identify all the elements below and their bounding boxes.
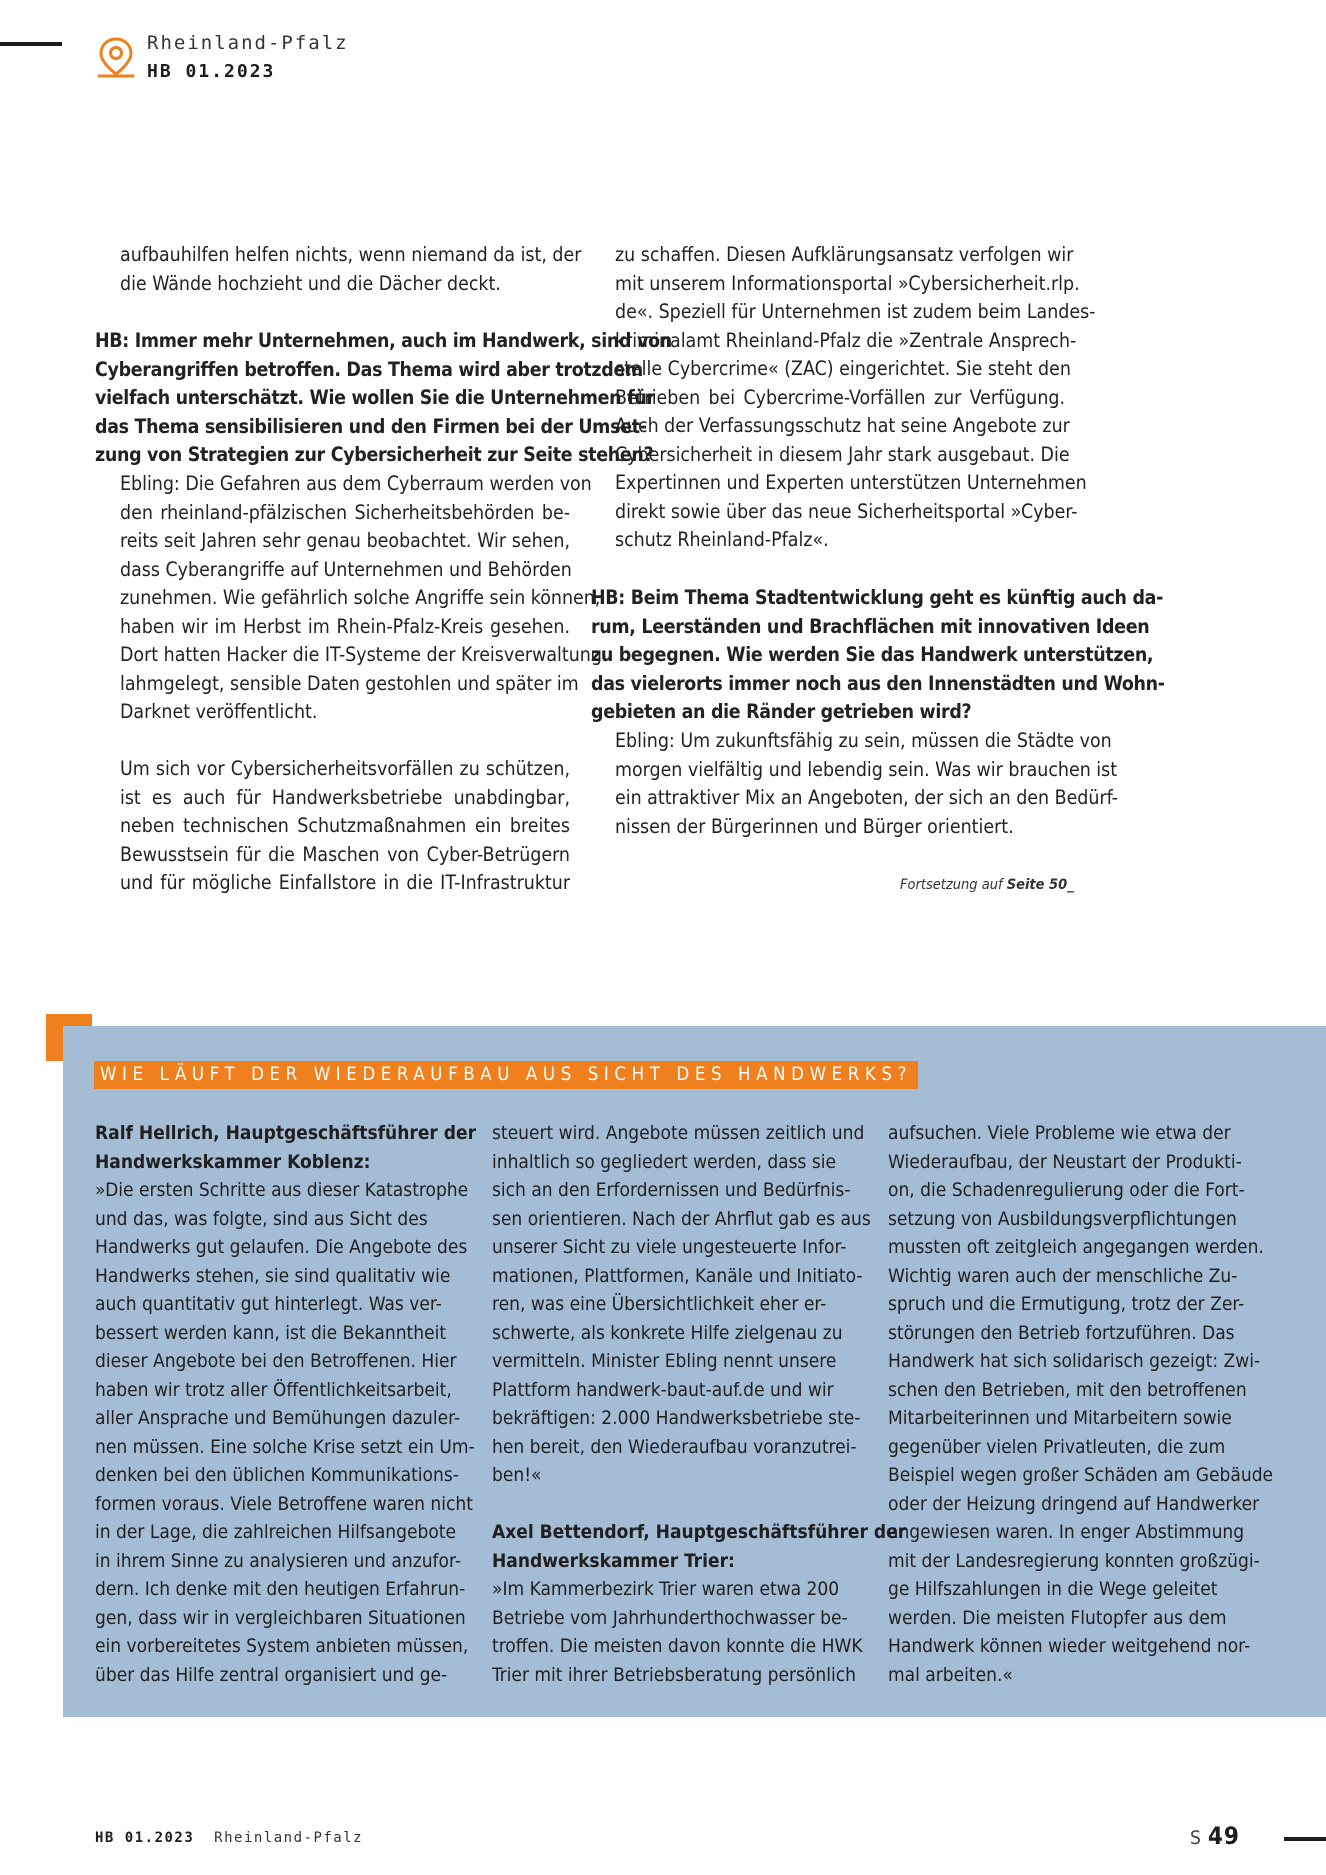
text-line: Cyberangriffen betroffen. Das Thema wird aber trotzdem xyxy=(95,357,643,381)
text-line: Betrieben bei Cybercrime-Vorfällen zur Verfügung. xyxy=(615,385,1065,409)
text-line: ren, was eine Übersichtlichkeit eher er- xyxy=(492,1293,827,1315)
text-line: Wiederaufbau, der Neustart der Produkti- xyxy=(888,1150,1242,1173)
text-line: Dort hatten Hacker die IT-Systeme der Kreisverwaltung xyxy=(120,643,602,666)
text-line: und für mögliche Einfallstore in die IT-Infrastruktur xyxy=(120,871,570,894)
page-number-value: 49 xyxy=(1207,1822,1240,1850)
text-line: spruch und die Ermutigung, trotz der Zer- xyxy=(888,1293,1245,1315)
text-line: gegenüber vielen Privatleuten, die zum xyxy=(888,1435,1226,1458)
footer-issue: HB 01.2023 xyxy=(95,1830,195,1846)
text-line: bekräftigen: 2.000 Handwerksbetriebe ste- xyxy=(492,1407,861,1429)
answer-2 xyxy=(615,727,1118,841)
text-line: nissen der Bürgerinnen und Bürger orientiert. xyxy=(615,814,1014,838)
text-line: Beispiel wegen großer Schäden am Gebäude xyxy=(888,1464,1274,1486)
text-line: Auch der Verfassungsschutz hat seine Angebote zur xyxy=(615,414,1070,437)
text-line: ein attraktiver Mix an Angeboten, der sich an den Bedürf- xyxy=(615,786,1118,809)
box-column-3 xyxy=(888,1119,1274,1689)
spacer xyxy=(492,1490,862,1519)
text-line: vielfach unterschätzt. Wie wollen Sie die Unternehmen für xyxy=(95,386,655,409)
text-line: nen müssen. Eine solche Krise setzt ein Um- xyxy=(95,1435,475,1458)
text-line: in ihrem Sinne zu analysieren und anzufor- xyxy=(95,1549,461,1572)
text-line: schutz Rheinland-Pfalz«. xyxy=(615,528,829,551)
text-line: zung von Strategien zur Cybersicherheit zur Seite stehen? xyxy=(95,443,654,466)
text-line: troffen. Die meisten davon konnte die HWK xyxy=(492,1635,863,1657)
text-line: direkt sowie über das neue Sicherheitsportal »Cyber- xyxy=(615,499,1078,523)
text-line: Um sich vor Cybersicherheitsvorfällen zu schützen, xyxy=(120,757,570,780)
text-line: störungen den Betrieb fortzuführen. Das xyxy=(888,1321,1235,1344)
text-line: Ebling: Um zukunftsfähig zu sein, müssen die Städte von xyxy=(615,729,1112,752)
header-rule xyxy=(0,42,62,46)
text-line: Ralf Hellrich, Hauptgeschäftsführer der xyxy=(95,1122,477,1144)
text-line: in der Lage, die zahlreichen Hilfsangebote xyxy=(95,1521,457,1543)
text-line: de«. Speziell für Unternehmen ist zudem beim Landes- xyxy=(615,300,1096,323)
text-line: »Im Kammerbezirk Trier waren etwa 200 xyxy=(492,1578,840,1600)
left-col-top xyxy=(120,241,582,298)
text-line: zunehmen. Wie gefährlich solche Angriffe sein können, xyxy=(120,586,601,609)
text-line: auch quantitativ gut hinterlegt. Was ver- xyxy=(95,1293,442,1315)
text-line: gebieten an die Ränder getrieben wird? xyxy=(591,700,972,723)
text-line: gen, dass wir in vergleichbaren Situationen xyxy=(95,1606,466,1629)
text-line: Handwerks stehen, sie sind qualitativ wie xyxy=(95,1264,451,1287)
quote-hellrich-end xyxy=(492,1119,871,1490)
text-line: angewiesen waren. In enger Abstimmung xyxy=(888,1521,1245,1543)
text-line: schwerte, als konkrete Hilfe zielgenau zu xyxy=(492,1321,843,1344)
quote-hellrich xyxy=(95,1176,475,1689)
text-line: Wichtig waren auch der menschliche Zu- xyxy=(888,1264,1238,1287)
text-line: stelle Cybercrime« (ZAC) eingerichtet. Sie steht den xyxy=(615,357,1071,380)
text-line: die Wände hochzieht und die Dächer deckt. xyxy=(120,271,501,295)
text-line: den rheinland-pfälzischen Sicherheitsbehörden be- xyxy=(120,500,570,524)
text-line: dern. Ich denke mit den heutigen Erfahrun- xyxy=(95,1578,466,1600)
continuation-page[interactable]: Seite 50_ xyxy=(1006,877,1074,893)
text-line: vermitteln. Minister Ebling nennt unsere xyxy=(492,1350,837,1372)
text-line: aufsuchen. Viele Probleme wie etwa der xyxy=(888,1122,1231,1144)
text-line: hen bereit, den Wiederaufbau voranzutrei- xyxy=(492,1435,857,1458)
text-line: und das, was folgte, sind aus Sicht des xyxy=(95,1207,428,1230)
text-line: Axel Bettendorf, Hauptgeschäftsführer der xyxy=(492,1521,907,1543)
text-line: Plattform handwerk-baut-auf.de und wir xyxy=(492,1378,834,1401)
quote-bettendorf xyxy=(492,1575,862,1689)
box-column-2 xyxy=(492,1119,907,1689)
quote-bettendorf-end xyxy=(888,1119,1274,1689)
text-line: aufbauhilfen helfen nichts, wenn niemand da ist, der xyxy=(120,243,582,266)
text-line: mit der Landesregierung konnten großzügi- xyxy=(888,1549,1260,1572)
text-line: Mitarbeiterinnen und Mitarbeitern sowie xyxy=(888,1407,1232,1429)
text-line: Handwerkskammer Koblenz: xyxy=(95,1150,371,1173)
text-line: on, die Schadenregulierung oder die Fort- xyxy=(888,1179,1245,1201)
text-line: neben technischen Schutzmaßnahmen ein breites xyxy=(120,814,570,837)
text-line: Handwerkskammer Trier: xyxy=(492,1549,735,1572)
text-line: Handwerk hat sich solidarisch gezeigt: Zwi- xyxy=(888,1350,1261,1372)
text-line: formen voraus. Viele Betroffene waren nicht xyxy=(95,1492,473,1515)
text-line: dieser Angebote bei den Betroffenen. Hier xyxy=(95,1350,457,1372)
header-region: Rheinland-Pfalz xyxy=(147,32,349,54)
text-line: sen orientieren. Nach der Ahrflut gab es aus xyxy=(492,1207,871,1230)
footer-region: Rheinland-Pfalz xyxy=(214,1830,364,1846)
text-line: Expertinnen und Experten unterstützen Unternehmen xyxy=(615,471,1087,494)
text-line: ein vorbereitetes System anbieten müssen, xyxy=(95,1635,469,1657)
footer-rule xyxy=(1284,1837,1326,1841)
text-line: Trier mit ihrer Betriebsberatung persönlich xyxy=(492,1663,856,1686)
location-pin-icon xyxy=(95,36,137,82)
text-line: zu begegnen. Wie werden Sie das Handwerk unterstützen, xyxy=(591,643,1154,666)
text-line: haben wir trotz aller Öffentlichkeitsarbeit, xyxy=(95,1378,452,1401)
text-line: lahmgelegt, sensible Daten gestohlen und später im xyxy=(120,671,579,695)
text-line: das vielerorts immer noch aus den Innenstädten und Wohn- xyxy=(591,671,1165,695)
footer-left xyxy=(95,1830,363,1846)
text-line: HB: Immer mehr Unternehmen, auch im Handwerk, sind von xyxy=(95,329,672,352)
text-line: Darknet veröffentlicht. xyxy=(120,700,318,723)
question-2 xyxy=(591,584,1165,727)
text-line: Betriebe vom Jahrhunderthochwasser be- xyxy=(492,1606,848,1629)
text-line: Bewusstsein für die Maschen von Cyber-Betrügern xyxy=(120,842,570,866)
box-heading: WIE LÄUFT DER WIEDERAUFBAU AUS SICHT DES HANDWERKS? xyxy=(94,1061,918,1089)
text-line: über das Hilfe zentral organisiert und ge- xyxy=(95,1663,448,1686)
text-line: HB: Beim Thema Stadtentwicklung geht es künftig auch da- xyxy=(591,586,1164,609)
text-line: mussten oft zeitgleich angegangen werden. xyxy=(888,1236,1264,1258)
text-line: »Die ersten Schritte aus dieser Katastrophe xyxy=(95,1179,469,1201)
text-line: bessert werden kann, ist die Bekanntheit xyxy=(95,1321,447,1344)
text-line: morgen vielfältig und lebendig sein. Was wir brauchen ist xyxy=(615,757,1118,781)
text-line: sich an den Erfordernissen und Bedürfnis- xyxy=(492,1179,851,1201)
text-line: rum, Leerständen und Brachflächen mit innovativen Ideen xyxy=(591,614,1150,638)
text-line: werden. Die meisten Flutopfer aus dem xyxy=(888,1606,1227,1629)
text-line: dass Cyberangriffe auf Unternehmen und Behörden xyxy=(120,557,572,581)
text-line: mit unserem Informationsportal »Cybersicherheit.rlp. xyxy=(615,271,1080,295)
page-prefix: S xyxy=(1190,1827,1202,1849)
text-line: Handwerks gut gelaufen. Die Angebote des xyxy=(95,1236,468,1258)
question-1 xyxy=(95,327,672,470)
text-line: Ebling: Die Gefahren aus dem Cyberraum werden von xyxy=(120,472,592,495)
text-line: aller Ansprache und Bemühungen dazuler- xyxy=(95,1407,461,1429)
box-column-1 xyxy=(95,1119,477,1689)
text-line: setzung von Ausbildungsverpflichtungen xyxy=(888,1207,1237,1230)
continuation-note[interactable] xyxy=(900,877,1074,893)
page-number xyxy=(1190,1822,1240,1850)
speaker-hellrich xyxy=(95,1119,477,1176)
text-line: ist es auch für Handwerksbetriebe unabdingbar, xyxy=(120,785,570,809)
text-line: unserer Sicht zu viele ungesteuerte Infor- xyxy=(492,1236,847,1258)
text-line: haben wir im Herbst im Rhein-Pfalz-Kreis gesehen. xyxy=(120,614,570,638)
text-line: zu schaffen. Diesen Aufklärungsansatz verfolgen wir xyxy=(615,243,1074,266)
text-line: Handwerk können wieder weitgehend nor- xyxy=(888,1635,1251,1657)
answer-1 xyxy=(120,470,602,727)
right-col-top xyxy=(615,241,1096,555)
text-line: mal arbeiten.« xyxy=(888,1663,1013,1686)
text-line: Cybersicherheit in diesem Jahr stark ausgebaut. Die xyxy=(615,442,1070,466)
speaker-bettendorf xyxy=(492,1518,907,1575)
text-line: ben!« xyxy=(492,1464,542,1486)
text-line: mationen, Plattformen, Kanäle und Initiato- xyxy=(492,1264,863,1287)
text-line: schen den Betrieben, mit den betroffenen xyxy=(888,1378,1247,1401)
text-line: steuert wird. Angebote müssen zeitlich und xyxy=(492,1122,865,1144)
continuation-prefix: Fortsetzung auf xyxy=(900,877,1007,893)
text-line: oder der Heizung dringend auf Handwerker xyxy=(888,1492,1260,1515)
text-line: reits seit Jahren sehr genau beobachtet. Wir sehen, xyxy=(120,529,570,552)
header-issue: HB 01.2023 xyxy=(147,61,276,82)
text-line: kriminalamt Rheinland-Pfalz die »Zentrale Ansprech- xyxy=(615,328,1077,352)
text-line: ge Hilfszahlungen in die Wege geleitet xyxy=(888,1578,1218,1600)
text-line: inhaltlich so gegliedert werden, dass sie xyxy=(492,1150,837,1173)
answer-1-continued xyxy=(120,755,570,898)
text-line: denken bei den üblichen Kommunikations- xyxy=(95,1464,459,1486)
text-line: das Thema sensibilisieren und den Firmen bei der Umset- xyxy=(95,414,647,438)
